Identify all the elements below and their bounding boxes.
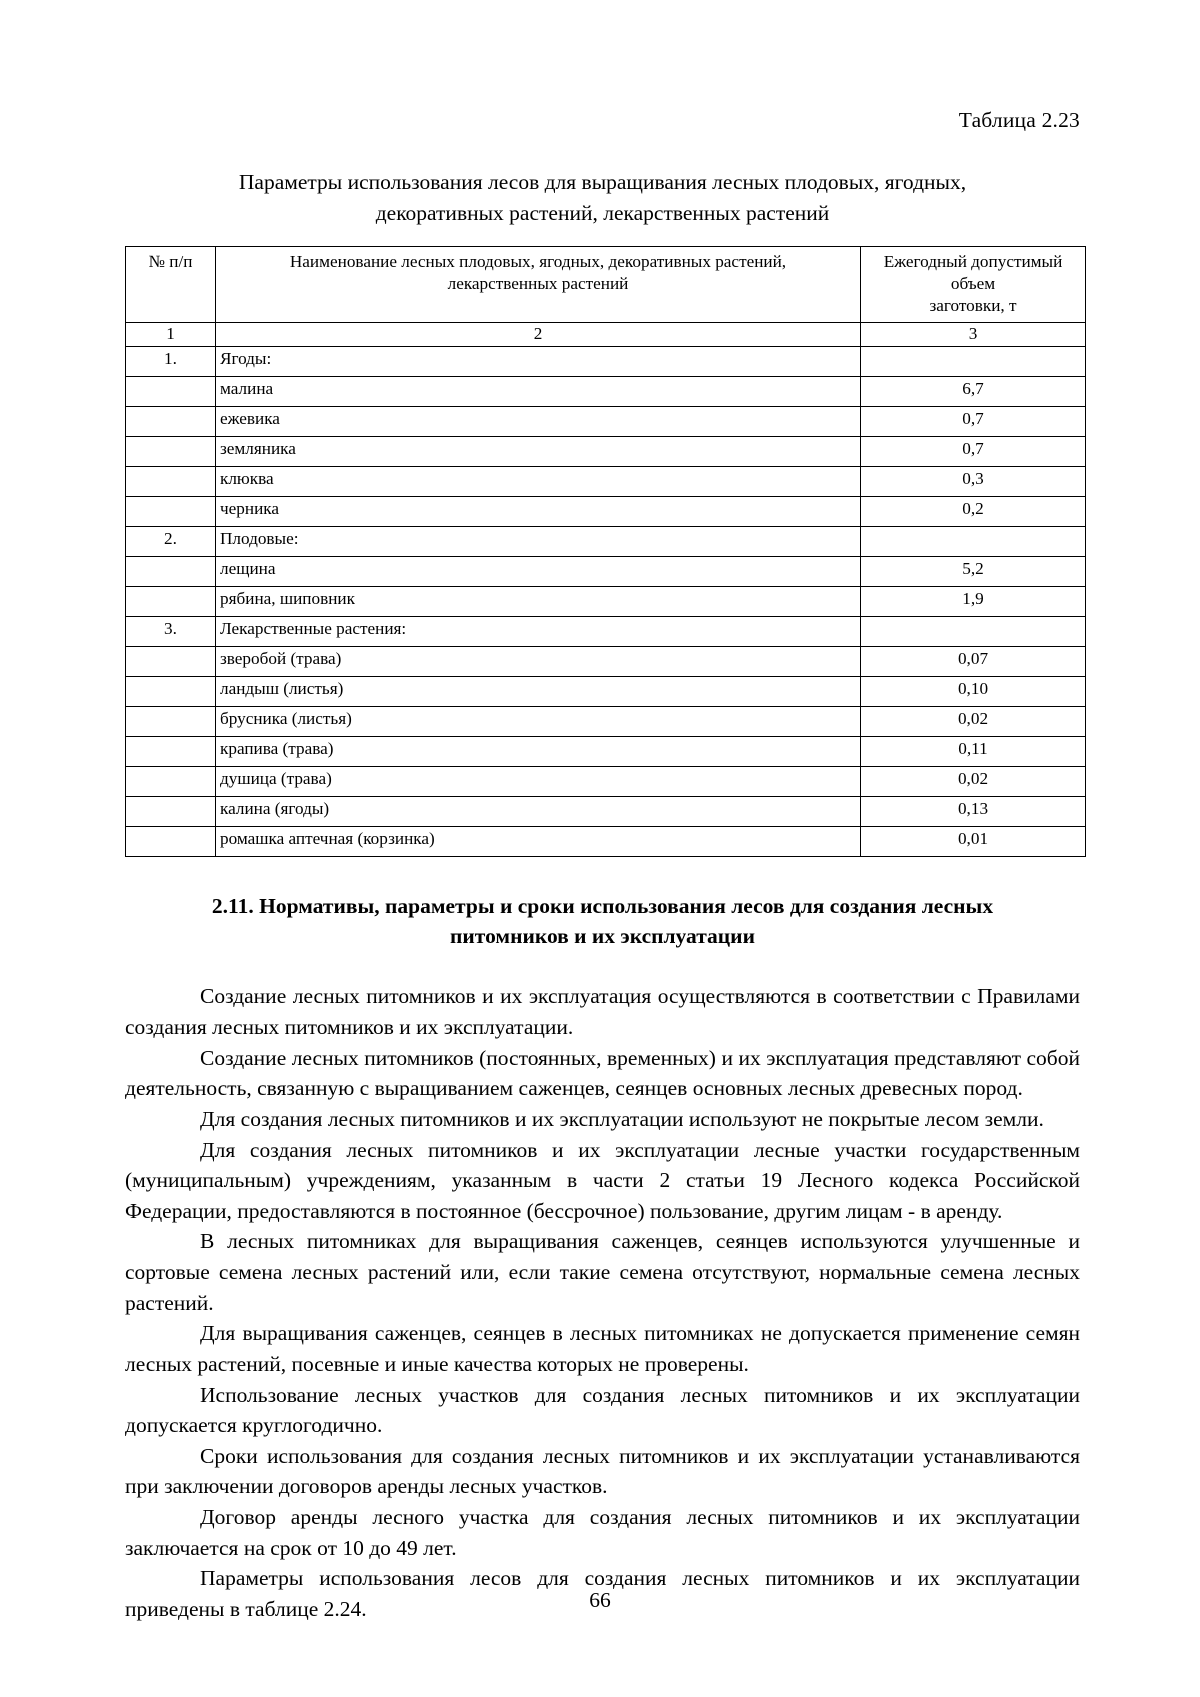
cell-name: земляника bbox=[216, 437, 861, 467]
cell-volume: 0,13 bbox=[861, 797, 1086, 827]
cell-volume: 0,02 bbox=[861, 767, 1086, 797]
cell-name: черника bbox=[216, 497, 861, 527]
cell-number bbox=[126, 377, 216, 407]
table-row bbox=[126, 407, 1086, 437]
table-title bbox=[223, 167, 983, 228]
body-paragraph: Для создания лесных питомников и их эксплуатации лесные участки государственным (муниципальным) учреждениям, указанным в части 2 статьи 19 Лесного кодекса Российской Федерации, предоставляются в постоянное (бессрочное) пользование, другим лицам - в аренду. bbox=[125, 1137, 1080, 1223]
table-label: Таблица 2.23 bbox=[958, 108, 1080, 132]
cell-volume: 6,7 bbox=[861, 377, 1086, 407]
cell-number bbox=[126, 467, 216, 497]
table-row bbox=[126, 437, 1086, 467]
cell-volume: 0,7 bbox=[861, 407, 1086, 437]
table-row bbox=[126, 737, 1086, 767]
cell-volume: 0,10 bbox=[861, 677, 1086, 707]
cell-number bbox=[126, 437, 216, 467]
cell-name: рябина, шиповник bbox=[216, 587, 861, 617]
cell-number bbox=[126, 647, 216, 677]
cell-volume: 0,11 bbox=[861, 737, 1086, 767]
cell-volume: 0,3 bbox=[861, 467, 1086, 497]
cell-volume: 0,2 bbox=[861, 497, 1086, 527]
table-title-line-2: декоративных растений, лекарственных растений bbox=[375, 200, 830, 225]
cell-number: 1. bbox=[126, 347, 216, 377]
table-title-line-1: Параметры использования лесов для выращивания лесных плодовых, ягодных, bbox=[238, 170, 967, 194]
header-cell-volume-line-2: заготовки, т bbox=[929, 296, 1017, 316]
body-paragraph: Использование лесных участков для создания лесных питомников и их эксплуатации допускается круглогодично. bbox=[125, 1382, 1080, 1438]
cell-name: ежевика bbox=[216, 407, 861, 437]
section-heading bbox=[183, 892, 1023, 951]
cell-volume bbox=[861, 527, 1086, 557]
cell-name: клюква bbox=[216, 467, 861, 497]
table-row bbox=[126, 497, 1086, 527]
cell-volume: 0,02 bbox=[861, 707, 1086, 737]
header-cell-volume bbox=[861, 247, 1086, 323]
cell-name: малина bbox=[216, 377, 861, 407]
cell-volume: 0,7 bbox=[861, 437, 1086, 467]
cell-name: ландыш (листья) bbox=[216, 677, 861, 707]
cell-number bbox=[126, 707, 216, 737]
cell-volume: 0,01 bbox=[861, 827, 1086, 857]
cell-name: лещина bbox=[216, 557, 861, 587]
table-column-numbering-row bbox=[126, 323, 1086, 347]
cell-number bbox=[126, 677, 216, 707]
table-row bbox=[126, 527, 1086, 557]
cell-name: Лекарственные растения: bbox=[216, 617, 861, 647]
cell-name: Ягоды: bbox=[216, 347, 861, 377]
cell-volume: 1,9 bbox=[861, 587, 1086, 617]
body-paragraph: Создание лесных питомников и их эксплуатация осуществляются в соответствии с Правилами создания лесных питомников и их эксплуатации. bbox=[125, 984, 1080, 1040]
table-header-row bbox=[126, 247, 1086, 323]
page-number: 66 bbox=[589, 1588, 611, 1612]
cell-number bbox=[126, 407, 216, 437]
table-row bbox=[126, 347, 1086, 377]
table-row bbox=[126, 617, 1086, 647]
cell-number bbox=[126, 587, 216, 617]
cell-number bbox=[126, 767, 216, 797]
body-paragraph: Для выращивания саженцев, сеянцев в лесных питомниках не допускается применение семян лесных растений, посевные и иные качества которых не проверены. bbox=[125, 1321, 1080, 1376]
cell-number bbox=[126, 797, 216, 827]
body-paragraph: Договор аренды лесного участка для создания лесных питомников и их эксплуатации заключается на срок от 10 до 49 лет. bbox=[125, 1505, 1080, 1560]
header-cell-name-line-2: лекарственных растений bbox=[447, 274, 629, 294]
section-heading-line-2: питомников и их эксплуатации bbox=[450, 923, 755, 948]
table-row bbox=[126, 377, 1086, 407]
cell-number bbox=[126, 737, 216, 767]
cell-name: ромашка аптечная (корзинка) bbox=[216, 827, 861, 857]
cell-volume: 5,2 bbox=[861, 557, 1086, 587]
body-paragraph: Сроки использования для создания лесных питомников и их эксплуатации устанавливаются при заключении договоров аренды лесных участков. bbox=[125, 1443, 1080, 1499]
column-number-2: 2 bbox=[216, 323, 861, 347]
parameters-table bbox=[125, 246, 1086, 857]
table-row bbox=[126, 557, 1086, 587]
header-cell-name bbox=[216, 247, 861, 323]
column-number-3: 3 bbox=[861, 323, 1086, 347]
cell-name: крапива (трава) bbox=[216, 737, 861, 767]
cell-number bbox=[126, 557, 216, 587]
body-paragraph: Для создания лесных питомников и их эксплуатации используют не покрытые лесом земли. bbox=[200, 1106, 1044, 1131]
cell-number: 3. bbox=[126, 617, 216, 647]
cell-name: брусника (листья) bbox=[216, 707, 861, 737]
table-row bbox=[126, 797, 1086, 827]
section-heading-line-1: 2.11. Нормативы, параметры и сроки использования лесов для создания лесных bbox=[211, 894, 994, 919]
table-body bbox=[126, 347, 1086, 857]
header-cell-name-line-1: Наименование лесных плодовых, ягодных, декоративных растений, bbox=[289, 252, 787, 272]
table-row bbox=[126, 467, 1086, 497]
cell-name: зверобой (трава) bbox=[216, 647, 861, 677]
table-row bbox=[126, 827, 1086, 857]
cell-number bbox=[126, 497, 216, 527]
table-row bbox=[126, 647, 1086, 677]
body-paragraph: В лесных питомниках для выращивания саженцев, сеянцев используются улучшенные и сортовые семена лесных растений или, если такие семена отсутствуют, нормальные семена лесных растений. bbox=[125, 1229, 1080, 1315]
cell-volume: 0,07 bbox=[861, 647, 1086, 677]
section-body-text bbox=[125, 981, 1080, 1624]
body-paragraph: Параметры использования лесов для создания лесных питомников и их эксплуатации приведены в таблице 2.24. bbox=[125, 1566, 1080, 1621]
cell-volume bbox=[861, 617, 1086, 647]
table-row bbox=[126, 677, 1086, 707]
header-cell-volume-line-1: Ежегодный допустимый объем bbox=[883, 252, 1063, 294]
header-cell-number: № п/п bbox=[126, 247, 216, 323]
body-paragraph: Создание лесных питомников (постоянных, временных) и их эксплуатация представляют собой деятельность, связанную с выращиванием саженцев, сеянцев основных лесных древесных пород. bbox=[125, 1045, 1080, 1101]
cell-name: душица (трава) bbox=[216, 767, 861, 797]
cell-number bbox=[126, 827, 216, 857]
table-head bbox=[126, 247, 1086, 347]
cell-number: 2. bbox=[126, 527, 216, 557]
table-row bbox=[126, 767, 1086, 797]
column-number-1: 1 bbox=[126, 323, 216, 347]
table-row bbox=[126, 587, 1086, 617]
cell-name: Плодовые: bbox=[216, 527, 861, 557]
cell-volume bbox=[861, 347, 1086, 377]
cell-name: калина (ягоды) bbox=[216, 797, 861, 827]
table-row bbox=[126, 707, 1086, 737]
